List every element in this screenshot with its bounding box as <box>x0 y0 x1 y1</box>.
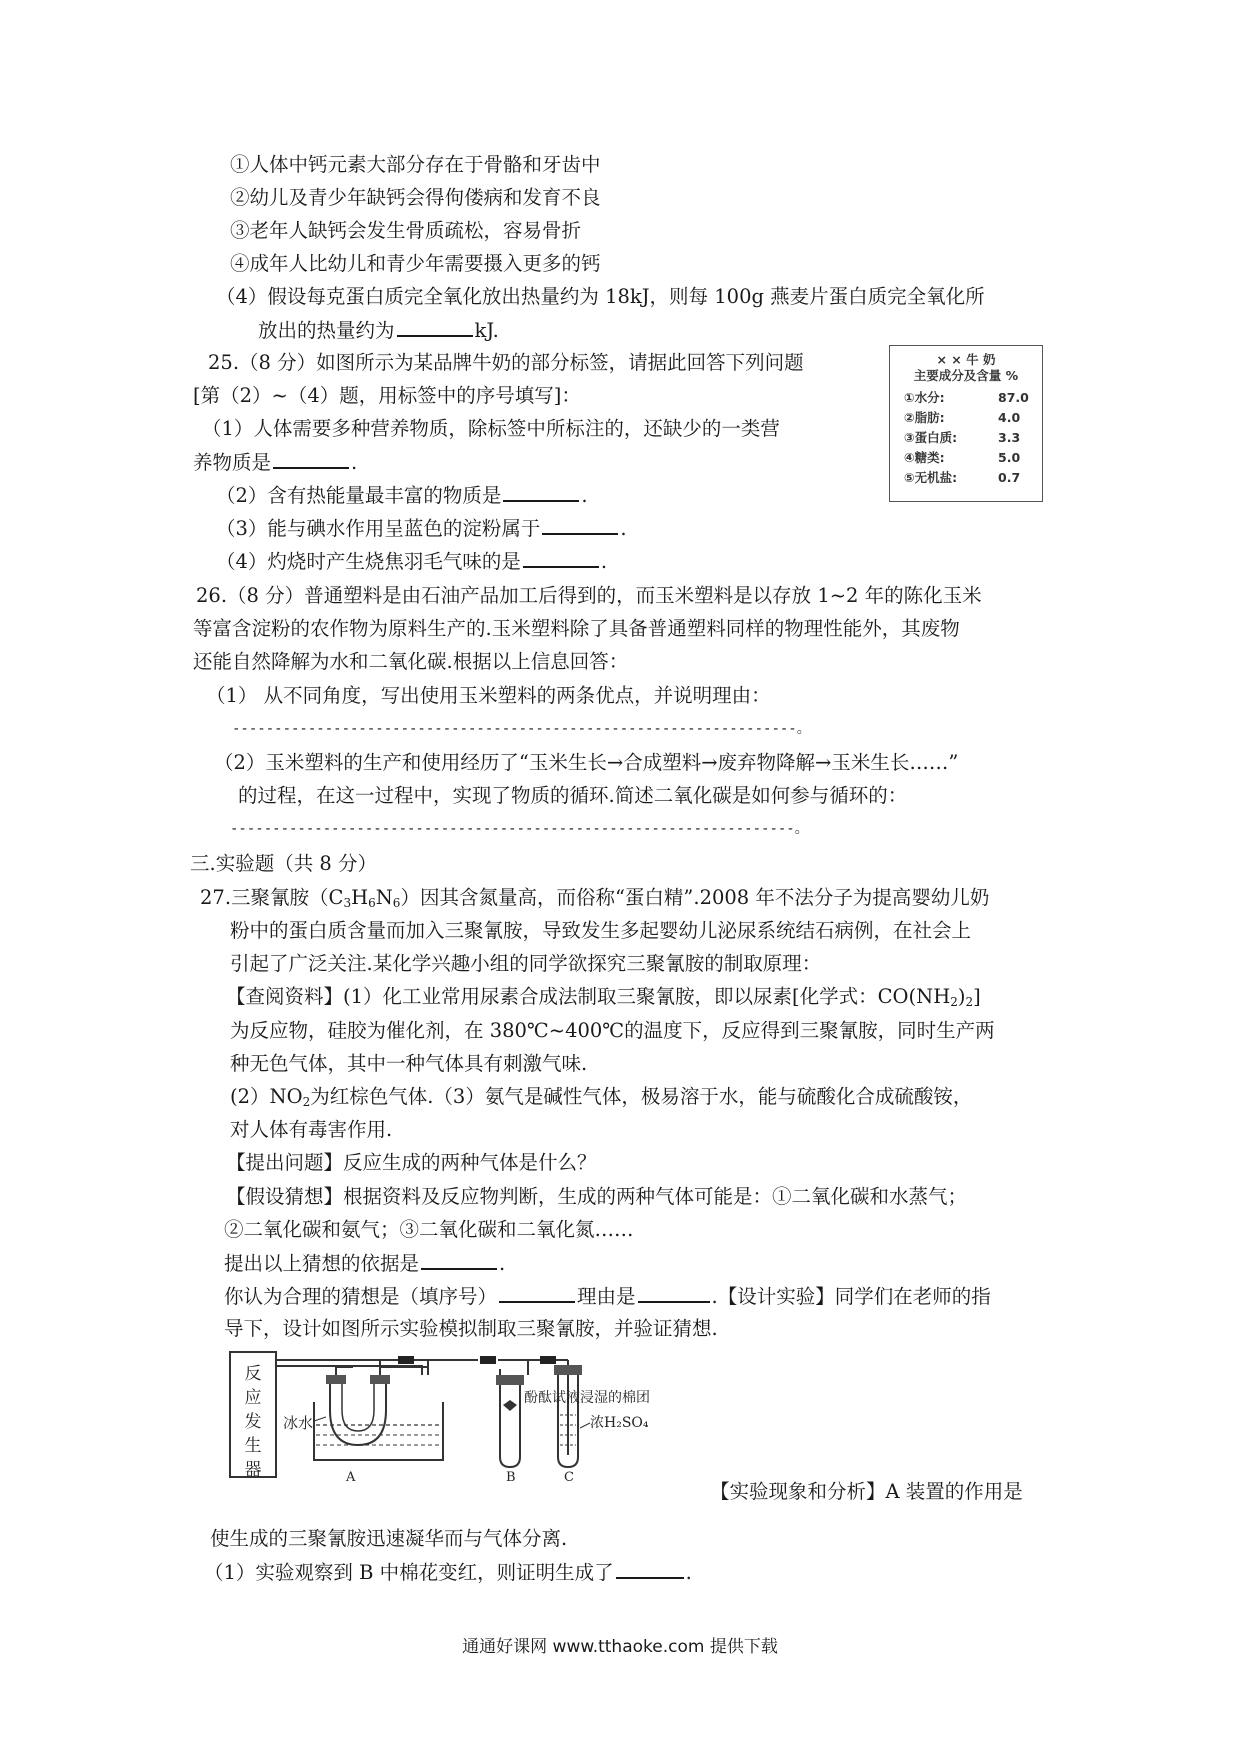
answer-blank[interactable] <box>503 482 579 502</box>
question-27-line5: 为反应物，硅胶为催化剂，在 380℃~400℃的温度下，反应得到三聚氰胺，同时生产两 <box>230 1019 995 1042</box>
answer-blank[interactable] <box>273 449 349 469</box>
question-25-1-line1: （1）人体需要多种营养物质，除标签中所标注的，还缺少的一类营 <box>202 417 780 440</box>
question-27-line1 <box>200 885 989 911</box>
text: ）因其含氮量高，而俗称“蛋白精”.2008 年不法分子为提高婴幼儿奶 <box>400 886 990 909</box>
question-24-4-line2 <box>258 317 499 344</box>
text: 【查阅资料】(1）化工业常用尿素合成法制取三聚氰胺，即以尿素[化学式：CO(NH <box>226 985 951 1008</box>
label-row-value: 0.7 <box>998 470 1021 485</box>
label-row-value: 5.0 <box>998 450 1021 465</box>
question-26-2-line1: （2）玉米塑料的生产和使用经历了“玉米生长→合成塑料→废弃物降解→玉米生长……” <box>214 751 959 774</box>
text: 为红棕色气体.（3）氨气是碱性气体，极易溶于水，能与硫酸化合成硫酸铵， <box>310 1085 973 1108</box>
text: . <box>685 1561 692 1584</box>
label-row-value: 4.0 <box>998 410 1021 425</box>
text: . <box>620 517 627 540</box>
text: 养物质是 <box>193 451 272 474</box>
question-26-line3: 还能自然降解为水和二氧化碳.根据以上信息回答： <box>193 650 629 673</box>
question-27-line4 <box>226 984 981 1010</box>
question-27-line14: 导下，设计如图所示实验模拟制取三聚氰胺，并验证猜想. <box>224 1317 718 1340</box>
answer-blank[interactable] <box>421 1250 497 1270</box>
subscript: 2 <box>950 995 958 1009</box>
question-25-3 <box>216 515 627 542</box>
question-27-line8: 对人体有毒害作用. <box>230 1118 393 1141</box>
label-row-value: 87.0 <box>998 390 1029 405</box>
question-25-4 <box>216 548 607 575</box>
answer-blank[interactable] <box>638 1283 710 1303</box>
text: 你认为合理的猜想是（填序号） <box>224 1285 498 1308</box>
milk-nutrition-label <box>889 345 1043 502</box>
question-27-line3: 引起了广泛关注.某化学兴趣小组的同学欲探究三聚氰胺的制取原理： <box>230 952 822 975</box>
page-footer: 通通好课网 www.tthaoke.com 提供下载 <box>462 1637 778 1657</box>
question-27-line12 <box>224 1250 505 1277</box>
u-tube <box>330 1383 386 1445</box>
question-27-line13 <box>224 1283 991 1310</box>
label-row-name: ①水分: <box>904 390 945 405</box>
statement-1: ①人体中钙元素大部分存在于骨骼和牙齿中 <box>230 153 601 176</box>
acid-label: 浓H₂SO₄ <box>590 1415 649 1431</box>
cotton-ball <box>503 1400 517 1411</box>
question-24-4-line1: （4）假设每克蛋白质完全氧化放出热量约为 18kJ，则每 100g 燕麦片蛋白质完全氧化所 <box>216 285 985 308</box>
question-26-line2: 等富含淀粉的农作物为原料生产的.玉米塑料除了具备普通塑料同样的物理性能外，其废物 <box>193 617 960 640</box>
text: (2）NO <box>230 1085 303 1108</box>
text: H <box>351 886 369 909</box>
answer-blank[interactable] <box>499 1283 575 1303</box>
question-27-line16: 使生成的三聚氰胺迅速凝华而与气体分离. <box>210 1527 568 1550</box>
label-title: × × 牛 奶 <box>936 352 996 367</box>
text: . <box>581 484 588 507</box>
rubber-joint <box>540 1356 556 1364</box>
pointer-line <box>580 1423 590 1428</box>
question-26-2-line2: 的过程，在这一过程中，实现了物质的循环.简述二氧化碳是如何参与循环的： <box>238 784 908 807</box>
subscript: 3 <box>343 896 352 910</box>
statement-2: ②幼儿及青少年缺钙会得佝偻病和发育不良 <box>230 186 601 209</box>
label-row <box>890 408 1042 428</box>
text: 27.三聚氰胺（C <box>200 886 344 909</box>
rubber-joint <box>398 1356 414 1364</box>
experiment-apparatus-diagram <box>228 1345 728 1487</box>
label-c: C <box>564 1470 574 1485</box>
label-row-value: 3.3 <box>998 430 1021 445</box>
text: . <box>499 1252 506 1275</box>
text: ) <box>957 985 966 1008</box>
text: . <box>600 550 608 573</box>
answer-blank[interactable] <box>523 548 599 568</box>
label-row <box>890 428 1042 448</box>
question-27-line11: ②二氧化碳和氨气；③二氧化碳和二氧化氮…… <box>224 1218 634 1241</box>
question-26-1: （1） 从不同角度，写出使用玉米塑料的两条优点，并说明理由： <box>206 684 771 707</box>
generator-label: 反应发生器 <box>244 1364 262 1480</box>
stopper <box>326 1375 346 1384</box>
question-27-line9: 【提出问题】反应生成的两种气体是什么？ <box>226 1151 597 1174</box>
text: kJ. <box>474 319 499 342</box>
connecting-tube <box>336 1367 428 1375</box>
subscript: 2 <box>965 995 974 1009</box>
stopper <box>370 1375 390 1384</box>
cotton-label: 酚酞试液浸湿的棉团 <box>524 1390 650 1406</box>
answer-dash-line[interactable]: -------------------------------------------------------------------。 <box>230 821 809 837</box>
question-27-line10: 【假设猜想】根据资料及反应物判断，生成的两种气体可能是：①二氧化碳和水蒸气； <box>226 1185 968 1208</box>
text: （3）能与碘水作用呈蓝色的淀粉属于 <box>216 517 541 540</box>
subscript: 2 <box>302 1095 311 1109</box>
question-27-line6: 种无色气体，其中一种气体具有刺激气味. <box>230 1052 588 1075</box>
connecting-tube <box>498 1360 528 1375</box>
question-27-line17 <box>204 1559 692 1586</box>
subscript: 6 <box>368 896 376 910</box>
rubber-joint <box>480 1356 496 1364</box>
answer-blank[interactable] <box>616 1559 684 1579</box>
label-row <box>890 388 1042 408</box>
label-row-name: ⑤无机盐: <box>904 470 958 485</box>
label-row-name: ④糖类: <box>904 450 945 465</box>
text: （1）实验观察到 B 中棉花变红，则证明生成了 <box>204 1561 614 1584</box>
answer-blank[interactable] <box>397 317 473 337</box>
label-row-name: ③蛋白质: <box>904 430 958 445</box>
question-27-line2: 粉中的蛋白质含量而加入三聚氰胺，导致发生多起婴幼儿泌尿系统结石病例，在社会上 <box>230 919 972 942</box>
question-25-line2: [第（2）~（4）题，用标签中的序号填写]： <box>193 384 581 407</box>
label-b: B <box>506 1470 516 1485</box>
label-row <box>890 468 1042 488</box>
pointer-line <box>314 1417 326 1421</box>
question-26-line1: 26.（8 分）普通塑料是由石油产品加工后得到的，而玉米塑料是以存放 1~2 年的陈化玉米 <box>196 584 982 607</box>
text: 提出以上猜想的依据是 <box>224 1252 420 1275</box>
question-27-line7 <box>230 1084 972 1110</box>
question-25-2 <box>216 482 588 509</box>
question-27-line15: 【实验现象和分析】A 装置的作用是 <box>710 1480 1023 1503</box>
answer-dash-line[interactable]: -------------------------------------------------------------------。 <box>232 721 811 737</box>
subscript: 6 <box>392 896 401 910</box>
stopper <box>496 1375 524 1385</box>
text: 放出的热量约为 <box>258 319 395 342</box>
label-subtitle: 主要成分及含量 % <box>913 368 1019 383</box>
stopper <box>554 1365 582 1375</box>
label-a: A <box>346 1470 356 1485</box>
text: ] <box>973 985 981 1008</box>
answer-blank[interactable] <box>542 515 618 535</box>
ice-water-label: 冰水 <box>283 1414 314 1432</box>
text: （4）灼烧时产生烧焦羽毛气味的是 <box>216 550 521 573</box>
text: （2）含有热能量最丰富的物质是 <box>216 484 502 507</box>
section-3-heading: 三.实验题（共 8 分） <box>190 852 378 875</box>
text: 理由是 <box>577 1285 636 1308</box>
label-row <box>890 448 1042 468</box>
question-25-1-line2 <box>193 449 357 476</box>
statement-4: ④成年人比幼儿和青少年需要摄入更多的钙 <box>230 252 601 275</box>
text: . <box>351 451 358 474</box>
statement-3: ③老年人缺钙会发生骨质疏松，容易骨折 <box>230 219 582 242</box>
question-25-line1: 25.（8 分）如图所示为某品牌牛奶的部分标签，请据此回答下列问题 <box>208 351 804 374</box>
u-tube-inner <box>342 1383 374 1431</box>
text: N <box>375 886 393 909</box>
text: .【设计实验】同学们在老师的指 <box>711 1285 991 1308</box>
label-row-name: ②脂肪: <box>904 410 945 425</box>
